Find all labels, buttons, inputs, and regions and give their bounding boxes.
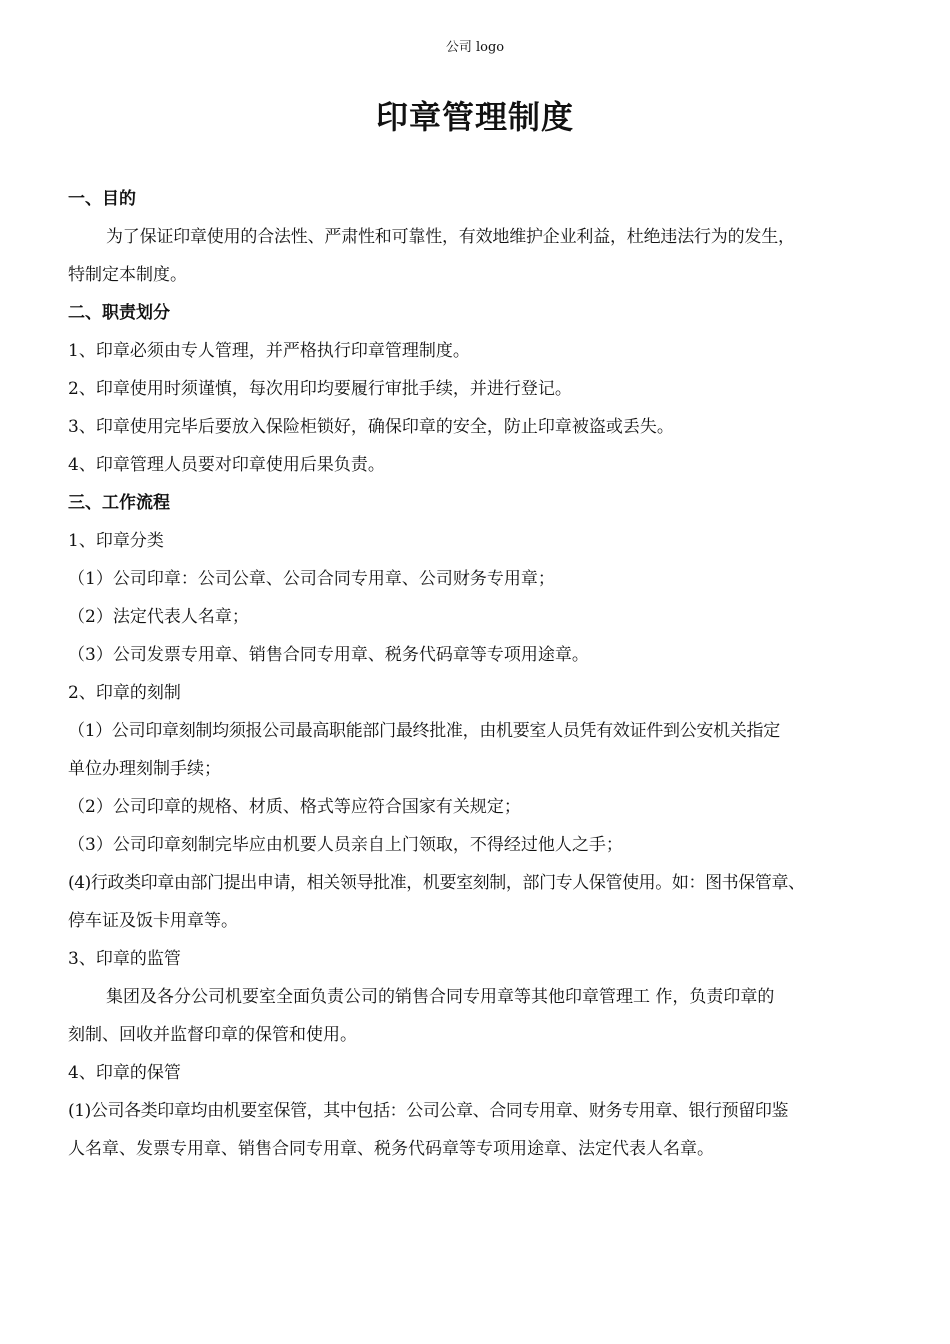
responsibility-item: 2、印章使用时须谨慎，每次用印均要履行审批手续，并进行登记。: [68, 379, 572, 399]
document-body: [68, 180, 888, 1168]
engraving-item-1-line1: （1）公司印章刻制均须报公司最高职能部门最终批准，由机要室人员凭有效证件到公安机关指定: [68, 721, 780, 741]
subsection-title-classification: 1、印章分类: [68, 531, 164, 551]
purpose-paragraph-line2: 特制定本制度。: [68, 265, 187, 285]
classification-item: （2）法定代表人名章；: [68, 607, 249, 627]
classification-item: （1）公司印章：公司公章、公司合同专用章、公司财务专用章；: [68, 569, 555, 589]
custody-item-1-line2: 人名章、发票专用章、销售合同专用章、税务代码章等专项用途章、法定代表人名章。: [68, 1139, 714, 1159]
engraving-item-4-line2: 停车证及饭卡用章等。: [68, 911, 238, 931]
subsection-title-supervision: 3、印章的监管: [68, 949, 181, 969]
responsibility-item: 3、印章使用完毕后要放入保险柜锁好，确保印章的安全，防止印章被盗或丢失。: [68, 417, 674, 437]
document-title: 印章管理制度: [375, 98, 574, 136]
purpose-paragraph-line1: 为了保证印章使用的合法性、严肃性和可靠性，有效地维护企业利益，杜绝违法行为的发生，: [106, 227, 795, 247]
engraving-item-3: （3）公司印章刻制完毕应由机要人员亲自上门领取，不得经过他人之手；: [68, 835, 623, 855]
section-heading-workflow: 三、工作流程: [68, 493, 170, 513]
supervision-paragraph-line2: 刻制、回收并监督印章的保管和使用。: [68, 1025, 357, 1045]
section-heading-purpose: 一、目的: [68, 189, 136, 209]
engraving-item-4-line1: (4)行政类印章由部门提出申请，相关领导批准，机要室刻制，部门专人保管使用。如：图书保管章、: [68, 873, 805, 893]
responsibility-item: 4、印章管理人员要对印章使用后果负责。: [68, 455, 385, 475]
supervision-paragraph-line1: 集团及各分公司机要室全面负责公司的销售合同专用章等其他印章管理工 作，负责印章的: [106, 987, 775, 1007]
responsibility-item: 1、印章必须由专人管理，并严格执行印章管理制度。: [68, 341, 470, 361]
subsection-title-custody: 4、印章的保管: [68, 1063, 181, 1083]
classification-item: （3）公司发票专用章、销售合同专用章、税务代码章等专项用途章。: [68, 645, 589, 665]
engraving-item-2: （2）公司印章的规格、材质、格式等应符合国家有关规定；: [68, 797, 521, 817]
subsection-title-engraving: 2、印章的刻制: [68, 683, 181, 703]
engraving-item-1-line2: 单位办理刻制手续；: [68, 759, 221, 779]
section-heading-responsibilities: 二、职责划分: [68, 303, 170, 323]
header-logo-text: 公司 logo: [445, 40, 505, 55]
custody-item-1-line1: (1)公司各类印章均由机要室保管，其中包括：公司公章、合同专用章、财务专用章、银行预留印鉴: [68, 1101, 789, 1121]
